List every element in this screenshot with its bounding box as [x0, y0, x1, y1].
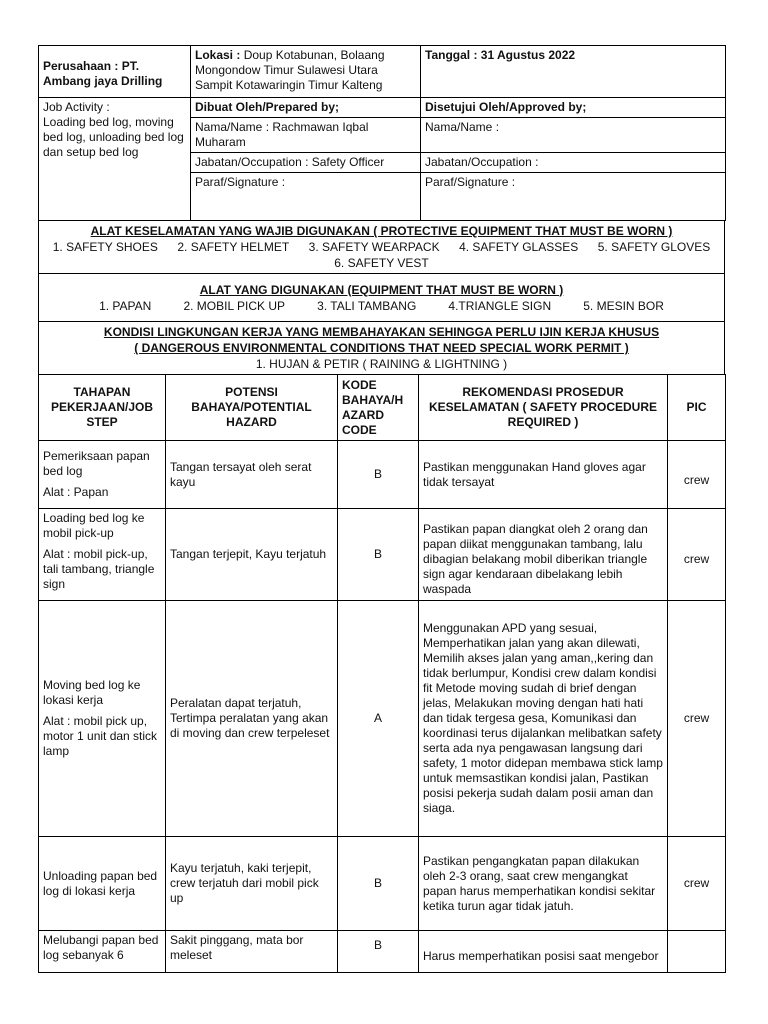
column-header-step: TAHAPAN PEKERJAAN/JOB STEP: [39, 375, 166, 441]
protective-item: 4. SAFETY GLASSES: [459, 240, 579, 254]
company-label: Perusahaan : PT. Ambang jaya Drilling: [43, 58, 163, 88]
step-cell: [39, 509, 166, 601]
table-row: [39, 441, 726, 509]
protective-equipment-title: ALAT KESELAMATAN YANG WAJIB DIGUNAKAN ( PROTECTIVE EQUIPMENT THAT MUST BE WORN ): [90, 224, 673, 238]
prepared-occupation: Jabatan/Occupation : Safety Officer: [191, 153, 421, 173]
step-name: Loading bed log ke mobil pick-up: [43, 511, 145, 540]
procedure-cell: Pastikan papan diangkat oleh 2 orang dan papan diikat menggunakan tambang, lalu dibagian belakang mobil diberikan triangle sign agar kendaraan dibelakang lebih waspada: [419, 509, 668, 601]
equipment-title: ALAT YANG DIGUNAKAN (EQUIPMENT THAT MUST BE WORN ): [199, 282, 564, 297]
job-activity-value: Loading bed log, moving bed log, unloading bed log dan setup bed log: [43, 115, 184, 159]
prepared-by-heading: Dibuat Oleh/Prepared by;: [191, 98, 421, 118]
step-cell: [39, 931, 166, 973]
pic-cell: crew: [668, 837, 726, 931]
safety-table: [38, 45, 726, 221]
table-row: [39, 931, 726, 973]
procedure-cell: Menggunakan APD yang sesuai, Memperhatikan jalan yang akan dilewati, Memilih akses jalan yang aman,,kering dan tidak berlumpur, Kondisi crew dalam kondisi fit Metode moving sudah di brief dengan jelas, Melakukan moving dengan hati hati dan tidak tergesa gesa, Komunikasi dan koordinasi terus dijalankan melibatkan safety serta ada nya pengawasan langsung dari safety, 1 motor didepan membawa stick lamp untuk memsastikan kondisi jalan, Pastikan posisi pekerja sudah dalam posii aman dan siaga.: [419, 601, 668, 837]
code-cell: A: [338, 601, 419, 837]
approved-occupation: Jabatan/Occupation :: [421, 153, 726, 173]
step-name: Pemeriksaan papan bed log: [43, 449, 150, 478]
column-header-hazard: POTENSI BAHAYA/POTENTIAL HAZARD: [166, 375, 338, 441]
table-row: [39, 837, 726, 931]
location-cell: [191, 46, 421, 98]
document-page: [38, 45, 725, 973]
procedure-cell: Pastikan pengangkatan papan dilakukan oleh 2-3 orang, saat crew mengangkat papan harus memperhatikan kondisi sekitar ketika turun agar tidak jatuh.: [419, 837, 668, 931]
table-row: [39, 601, 726, 837]
procedure-cell: Pastikan menggunakan Hand gloves agar tidak tersayat: [419, 441, 668, 509]
step-name: Melubangi papan bed log sebanyak 6: [43, 933, 159, 962]
protective-item: 5. SAFETY GLOVES: [597, 240, 711, 254]
conditions-item: 1. HUJAN & PETIR ( RAINING & LIGHTNING ): [255, 357, 508, 371]
hazard-cell: Tangan terjepit, Kayu terjatuh: [166, 509, 338, 601]
company-cell: [39, 46, 191, 98]
step-tool: Alat : Papan: [43, 485, 109, 499]
equipment-item: 5. MESIN BOR: [583, 298, 664, 313]
protective-equipment-section: [38, 220, 725, 375]
column-header-pic: PIC: [668, 375, 726, 441]
date-label: Tanggal : 31 Agustus 2022: [425, 48, 576, 62]
hazard-cell: Tangan tersayat oleh serat kayu: [166, 441, 338, 509]
location-value: Doup Kotabunan, Bolaang Mongondow Timur Sulawesi Utara Sampit Kotawaringin Timur Kalteng: [195, 48, 385, 92]
code-cell: B: [338, 837, 419, 931]
approved-name: Nama/Name :: [421, 118, 726, 153]
pic-cell: crew: [668, 509, 726, 601]
job-steps-table: [38, 374, 726, 973]
prepared-name: Nama/Name : Rachmawan Iqbal Muharam: [191, 118, 421, 153]
pic-cell: crew: [668, 441, 726, 509]
location-label: Lokasi :: [195, 48, 241, 62]
step-cell: [39, 441, 166, 509]
step-tool: Alat : mobil pick up, motor 1 unit dan stick lamp: [43, 714, 158, 758]
job-activity-label: Job Activity :: [43, 100, 110, 114]
hazard-cell: Sakit pinggang, mata bor meleset: [166, 931, 338, 973]
protective-item: 1. SAFETY SHOES: [52, 240, 158, 254]
procedure-cell: Harus memperhatikan posisi saat mengebor: [419, 931, 668, 973]
pic-cell: crew: [668, 601, 726, 837]
protective-item: 2. SAFETY HELMET: [177, 240, 290, 254]
step-cell: [39, 601, 166, 837]
pic-cell: [668, 931, 726, 973]
date-cell: [421, 46, 726, 98]
equipment-item: 2. MOBIL PICK UP: [183, 298, 286, 313]
column-header-procedure: REKOMENDASI PROSEDUR KESELAMATAN ( SAFETY PROCEDURE REQUIRED ): [419, 375, 668, 441]
prepared-signature: Paraf/Signature :: [191, 173, 421, 221]
conditions-subtitle: ( DANGEROUS ENVIRONMENTAL CONDITIONS THAT NEED SPECIAL WORK PERMIT ): [134, 341, 629, 355]
hazard-cell: Peralatan dapat terjatuh, Tertimpa peralatan yang akan di moving dan crew terpeleset: [166, 601, 338, 837]
code-cell: B: [338, 931, 419, 973]
protective-item: 6. SAFETY VEST: [334, 256, 429, 270]
conditions-title: KONDISI LINGKUNGAN KERJA YANG MEMBAHAYAKAN SEHINGGA PERLU IJIN KERJA KHUSUS: [103, 325, 660, 339]
step-name: Moving bed log ke lokasi kerja: [43, 678, 141, 707]
code-cell: B: [338, 441, 419, 509]
step-name: Unloading papan bed log di lokasi kerja: [43, 868, 158, 898]
table-row: [39, 509, 726, 601]
approved-signature: Paraf/Signature :: [421, 173, 726, 221]
hazard-cell: Kayu terjatuh, kaki terjepit, crew terjatuh dari mobil pick up: [166, 837, 338, 931]
equipment-item: 1. PAPAN: [99, 298, 152, 313]
protective-item: 3. SAFETY WEARPACK: [308, 240, 440, 254]
equipment-item: 3. TALI TAMBANG: [317, 298, 417, 313]
step-cell: [39, 837, 166, 931]
job-activity-cell: [39, 98, 191, 221]
step-tool: Alat : mobil pick-up, tali tambang, triangle sign: [43, 547, 155, 591]
approved-by-heading: Disetujui Oleh/Approved by;: [421, 98, 726, 118]
code-cell: B: [338, 509, 419, 601]
column-header-code: KODE BAHAYA/H AZARD CODE: [338, 375, 419, 441]
protective-equipment-list: [43, 239, 720, 255]
equipment-list: [43, 298, 720, 314]
equipment-item: 4.TRIANGLE SIGN: [448, 298, 552, 313]
